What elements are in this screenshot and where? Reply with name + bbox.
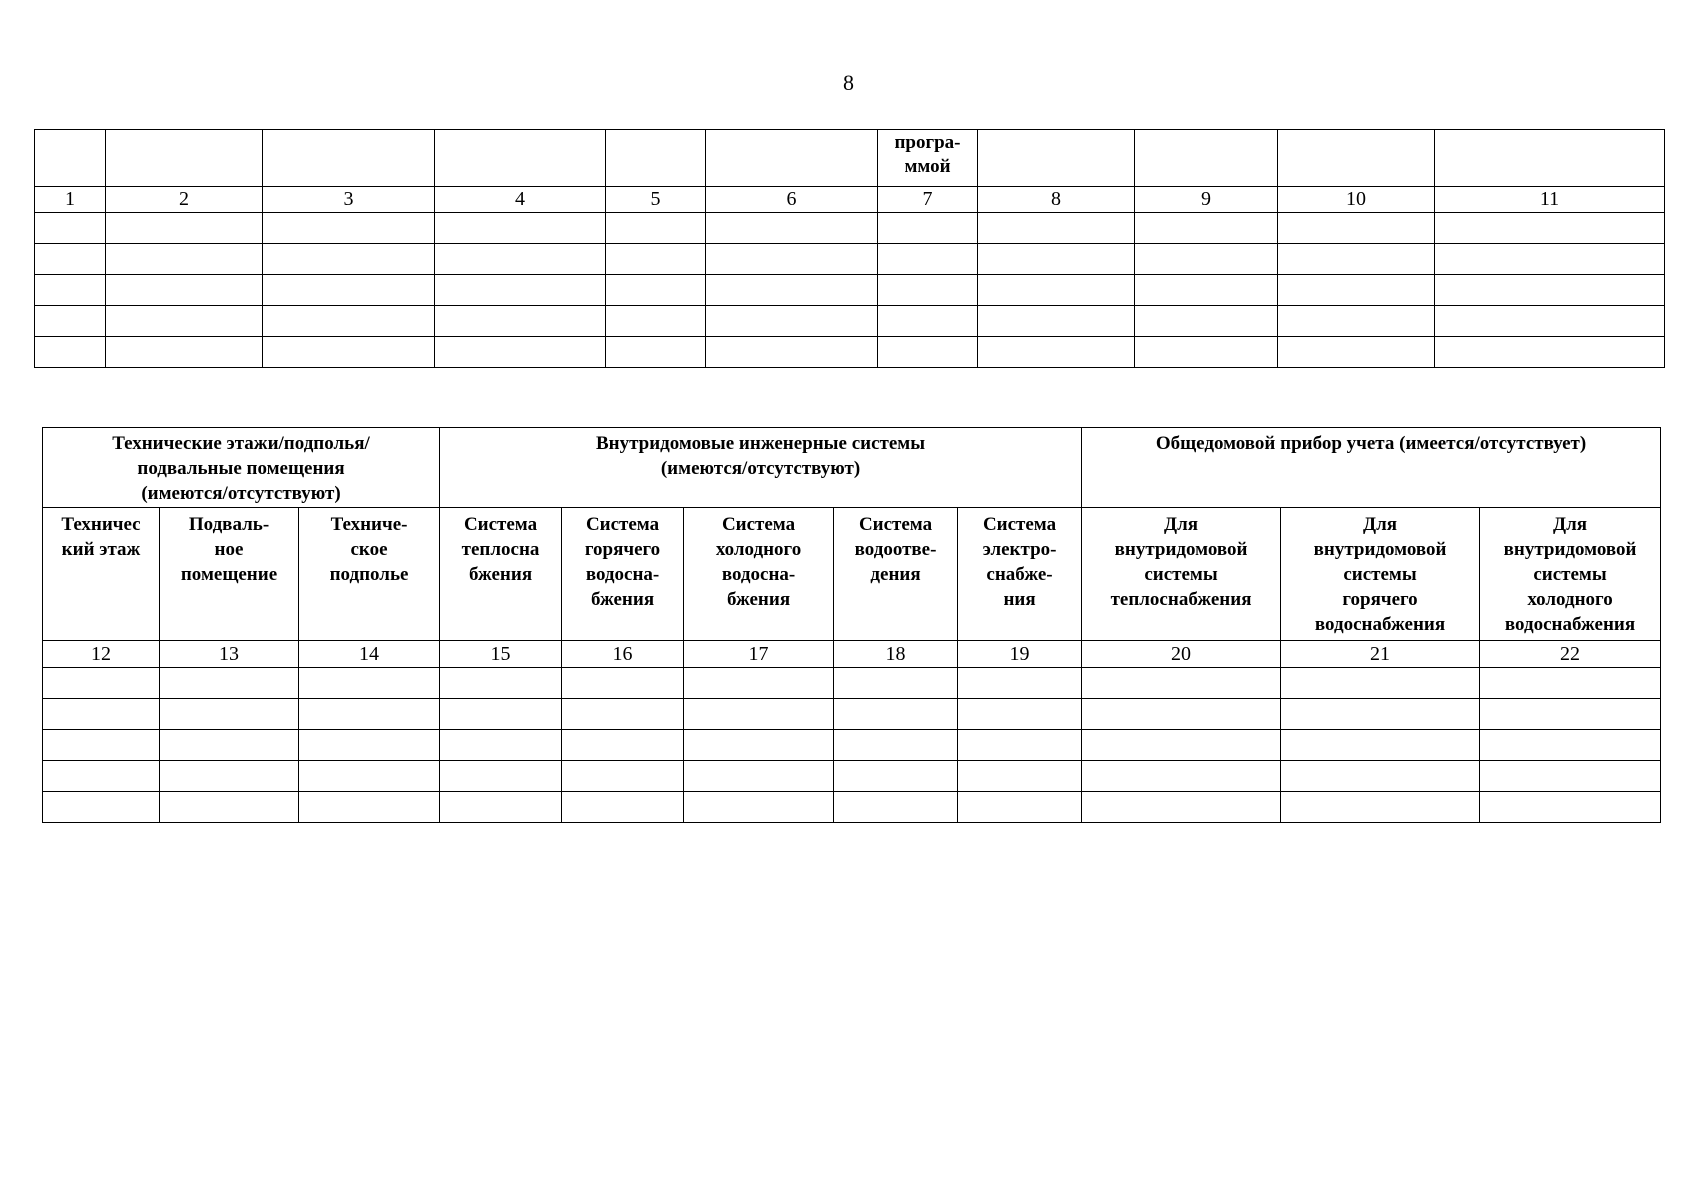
- table2-empty-cell[interactable]: [562, 699, 684, 730]
- table1-empty-cell[interactable]: [1135, 275, 1278, 306]
- table1-header-cell-7: програ- ммой: [878, 130, 978, 187]
- table2-empty-cell[interactable]: [440, 761, 562, 792]
- table2-empty-row: [43, 668, 1661, 699]
- table1-empty-cell[interactable]: [878, 213, 978, 244]
- table1-empty-cell[interactable]: [878, 244, 978, 275]
- table1-empty-cell[interactable]: [263, 306, 435, 337]
- table1-empty-cell[interactable]: [35, 337, 106, 368]
- table1-empty-cell[interactable]: [978, 244, 1135, 275]
- table2-empty-cell[interactable]: [958, 761, 1082, 792]
- table2-empty-cell[interactable]: [1082, 761, 1281, 792]
- column-number: 21: [1281, 641, 1480, 668]
- table1-empty-cell[interactable]: [978, 306, 1135, 337]
- column-number: 14: [299, 641, 440, 668]
- table1-empty-cell[interactable]: [878, 306, 978, 337]
- table1-empty-cell[interactable]: [1435, 213, 1665, 244]
- table1-empty-cell[interactable]: [606, 306, 706, 337]
- table2-empty-cell[interactable]: [43, 761, 160, 792]
- column-number: 7: [878, 187, 978, 213]
- table1-empty-cell[interactable]: [1435, 275, 1665, 306]
- table1-column-number-row: [35, 187, 1665, 213]
- table2-empty-cell[interactable]: [440, 730, 562, 761]
- table2-empty-cell[interactable]: [299, 792, 440, 823]
- table2-empty-row: [43, 730, 1661, 761]
- table1-empty-cell[interactable]: [1278, 244, 1435, 275]
- table2-empty-cell[interactable]: [834, 668, 958, 699]
- table2-empty-cell[interactable]: [43, 730, 160, 761]
- column-number: 1: [35, 187, 106, 213]
- table2-empty-cell[interactable]: [43, 792, 160, 823]
- table1-body: [35, 213, 1665, 368]
- table1-empty-cell[interactable]: [106, 275, 263, 306]
- table1-header-cell-1: [35, 130, 106, 187]
- table2-empty-cell[interactable]: [1082, 668, 1281, 699]
- table2-empty-cell[interactable]: [1281, 699, 1480, 730]
- table1-empty-cell[interactable]: [706, 213, 878, 244]
- table2-empty-cell[interactable]: [299, 668, 440, 699]
- table1-empty-cell[interactable]: [1435, 306, 1665, 337]
- table2-subheader-row: [43, 508, 1661, 641]
- table2-empty-cell[interactable]: [834, 792, 958, 823]
- table2-empty-cell[interactable]: [562, 668, 684, 699]
- table1-empty-cell[interactable]: [978, 213, 1135, 244]
- table1-empty-cell[interactable]: [263, 244, 435, 275]
- table1-header-cell-5: [606, 130, 706, 187]
- table2-empty-cell[interactable]: [43, 668, 160, 699]
- group-header-metering-device: Общедомовой прибор учета (имеется/отсутствует): [1082, 428, 1661, 508]
- table2-empty-cell[interactable]: [1281, 761, 1480, 792]
- table1-empty-cell[interactable]: [106, 306, 263, 337]
- table1-header-cell-2: [106, 130, 263, 187]
- table1-empty-cell[interactable]: [706, 275, 878, 306]
- group-header-engineering-systems: Внутридомовые инженерные системы (имеются/отсутствуют): [440, 428, 1082, 508]
- column-number: 2: [106, 187, 263, 213]
- table2-empty-row: [43, 699, 1661, 730]
- column-number: 17: [684, 641, 834, 668]
- table1-empty-cell[interactable]: [1435, 244, 1665, 275]
- table2-empty-cell[interactable]: [684, 699, 834, 730]
- table1-empty-cell[interactable]: [706, 337, 878, 368]
- table1-empty-cell[interactable]: [35, 306, 106, 337]
- table2-empty-cell[interactable]: [1480, 668, 1661, 699]
- table1-header-cell-8: [978, 130, 1135, 187]
- table1-empty-cell[interactable]: [606, 213, 706, 244]
- table1-empty-cell[interactable]: [1435, 337, 1665, 368]
- table1-empty-cell[interactable]: [435, 306, 606, 337]
- table2-empty-cell[interactable]: [1480, 730, 1661, 761]
- table1-empty-cell[interactable]: [435, 213, 606, 244]
- subheader-sewerage-system: Система водоотве- дения: [834, 508, 958, 641]
- table2-empty-cell[interactable]: [160, 792, 299, 823]
- table2-empty-cell[interactable]: [834, 761, 958, 792]
- subheader-hot-water-system: Система горячего водосна- бжения: [562, 508, 684, 641]
- table1-empty-cell[interactable]: [878, 275, 978, 306]
- table1-empty-cell[interactable]: [35, 275, 106, 306]
- table2-empty-cell[interactable]: [684, 730, 834, 761]
- column-number: 22: [1480, 641, 1661, 668]
- table1-header-cell-6: [706, 130, 878, 187]
- table2-empty-cell[interactable]: [1480, 699, 1661, 730]
- column-number: 8: [978, 187, 1135, 213]
- table2-empty-cell[interactable]: [1082, 730, 1281, 761]
- table1-empty-row: [35, 306, 1665, 337]
- subheader-meter-hot-water: Для внутридомовой системы горячего водоснабжения: [1281, 508, 1480, 641]
- column-number: 9: [1135, 187, 1278, 213]
- table2-empty-cell[interactable]: [834, 699, 958, 730]
- table2-empty-cell[interactable]: [834, 730, 958, 761]
- table1-empty-cell[interactable]: [1278, 213, 1435, 244]
- table1-header-cell-11: [1435, 130, 1665, 187]
- table2-empty-cell[interactable]: [160, 699, 299, 730]
- column-number: 3: [263, 187, 435, 213]
- table1-empty-cell[interactable]: [263, 275, 435, 306]
- table1-empty-cell[interactable]: [435, 275, 606, 306]
- table2-empty-cell[interactable]: [1082, 792, 1281, 823]
- table1-header-cell-9: [1135, 130, 1278, 187]
- subheader-power-system: Система электро- снабже- ния: [958, 508, 1082, 641]
- table1-empty-cell[interactable]: [978, 275, 1135, 306]
- table2-empty-cell[interactable]: [1281, 792, 1480, 823]
- table1-empty-cell[interactable]: [35, 213, 106, 244]
- table1-header-cell-4: [435, 130, 606, 187]
- table1-empty-cell[interactable]: [106, 244, 263, 275]
- table2-empty-cell[interactable]: [958, 792, 1082, 823]
- table2-empty-cell[interactable]: [440, 668, 562, 699]
- table2-empty-cell[interactable]: [1281, 730, 1480, 761]
- table2-empty-row: [43, 792, 1661, 823]
- table1-empty-cell[interactable]: [1135, 213, 1278, 244]
- group-header-technical-floors: Технические этажи/подполья/ подвальные помещения (имеются/отсутствуют): [43, 428, 440, 508]
- table1-empty-cell[interactable]: [1278, 275, 1435, 306]
- table2-group-header-row: [43, 428, 1661, 508]
- table1-header-row: [35, 130, 1665, 187]
- table2-empty-cell[interactable]: [299, 699, 440, 730]
- table2-empty-cell[interactable]: [160, 668, 299, 699]
- continuation-table: [34, 129, 1665, 368]
- table1-empty-cell[interactable]: [606, 244, 706, 275]
- table2-empty-cell[interactable]: [958, 699, 1082, 730]
- building-systems-table: [42, 427, 1661, 823]
- table2-empty-cell[interactable]: [440, 699, 562, 730]
- table1-header-cell-3: [263, 130, 435, 187]
- column-number: 16: [562, 641, 684, 668]
- column-number: 18: [834, 641, 958, 668]
- column-number: 4: [435, 187, 606, 213]
- column-number: 20: [1082, 641, 1281, 668]
- table2-empty-cell[interactable]: [562, 761, 684, 792]
- table1-empty-cell[interactable]: [706, 244, 878, 275]
- table2-empty-cell[interactable]: [1281, 668, 1480, 699]
- table1-empty-cell[interactable]: [106, 337, 263, 368]
- column-number: 5: [606, 187, 706, 213]
- table1-empty-cell[interactable]: [1278, 306, 1435, 337]
- table2-empty-cell[interactable]: [43, 699, 160, 730]
- column-number: 12: [43, 641, 160, 668]
- column-number: 11: [1435, 187, 1665, 213]
- subheader-basement: Подваль- ное помещение: [160, 508, 299, 641]
- table1-empty-cell[interactable]: [1135, 244, 1278, 275]
- table2-empty-cell[interactable]: [684, 761, 834, 792]
- table2-empty-cell[interactable]: [958, 668, 1082, 699]
- table2-column-number-row: [43, 641, 1661, 668]
- table1-empty-cell[interactable]: [706, 306, 878, 337]
- subheader-meter-cold-water: Для внутридомовой системы холодного водоснабжения: [1480, 508, 1661, 641]
- table2-empty-cell[interactable]: [440, 792, 562, 823]
- table1-empty-cell[interactable]: [35, 244, 106, 275]
- table1-empty-row: [35, 275, 1665, 306]
- table1-header-cell-10: [1278, 130, 1435, 187]
- column-number: 13: [160, 641, 299, 668]
- table1-empty-row: [35, 337, 1665, 368]
- table1-empty-cell[interactable]: [106, 213, 263, 244]
- table2-body: [43, 668, 1661, 823]
- column-number: 19: [958, 641, 1082, 668]
- table1-empty-cell[interactable]: [263, 337, 435, 368]
- table1-empty-cell[interactable]: [978, 337, 1135, 368]
- table2-empty-cell[interactable]: [299, 730, 440, 761]
- table2-empty-cell[interactable]: [562, 792, 684, 823]
- table2-empty-cell[interactable]: [160, 730, 299, 761]
- table1-empty-cell[interactable]: [606, 275, 706, 306]
- table1-empty-row: [35, 244, 1665, 275]
- subheader-heating-system: Система теплосна бжения: [440, 508, 562, 641]
- table2-empty-cell[interactable]: [684, 792, 834, 823]
- subheader-technical-underground: Техниче- ское подполье: [299, 508, 440, 641]
- table2-empty-cell[interactable]: [562, 730, 684, 761]
- table1-empty-cell[interactable]: [435, 244, 606, 275]
- table2-empty-cell[interactable]: [160, 761, 299, 792]
- page-number: 8: [843, 70, 854, 95]
- table1-empty-cell[interactable]: [1135, 306, 1278, 337]
- table2-empty-cell[interactable]: [299, 761, 440, 792]
- table1-empty-cell[interactable]: [1135, 337, 1278, 368]
- table2-empty-cell[interactable]: [1480, 761, 1661, 792]
- subheader-technical-floor: Техничес кий этаж: [43, 508, 160, 641]
- subheader-cold-water-system: Система холодного водосна- бжения: [684, 508, 834, 641]
- subheader-meter-heating: Для внутридомовой системы теплоснабжения: [1082, 508, 1281, 641]
- table2-empty-cell[interactable]: [684, 668, 834, 699]
- table1-empty-cell[interactable]: [606, 337, 706, 368]
- table1-empty-cell[interactable]: [878, 337, 978, 368]
- table2-empty-cell[interactable]: [1082, 699, 1281, 730]
- column-number: 15: [440, 641, 562, 668]
- table2-empty-cell[interactable]: [1480, 792, 1661, 823]
- table2-empty-row: [43, 761, 1661, 792]
- table2-empty-cell[interactable]: [958, 730, 1082, 761]
- column-number: 10: [1278, 187, 1435, 213]
- table1-empty-row: [35, 213, 1665, 244]
- table1-empty-cell[interactable]: [435, 337, 606, 368]
- table1-empty-cell[interactable]: [263, 213, 435, 244]
- column-number: 6: [706, 187, 878, 213]
- table1-empty-cell[interactable]: [1278, 337, 1435, 368]
